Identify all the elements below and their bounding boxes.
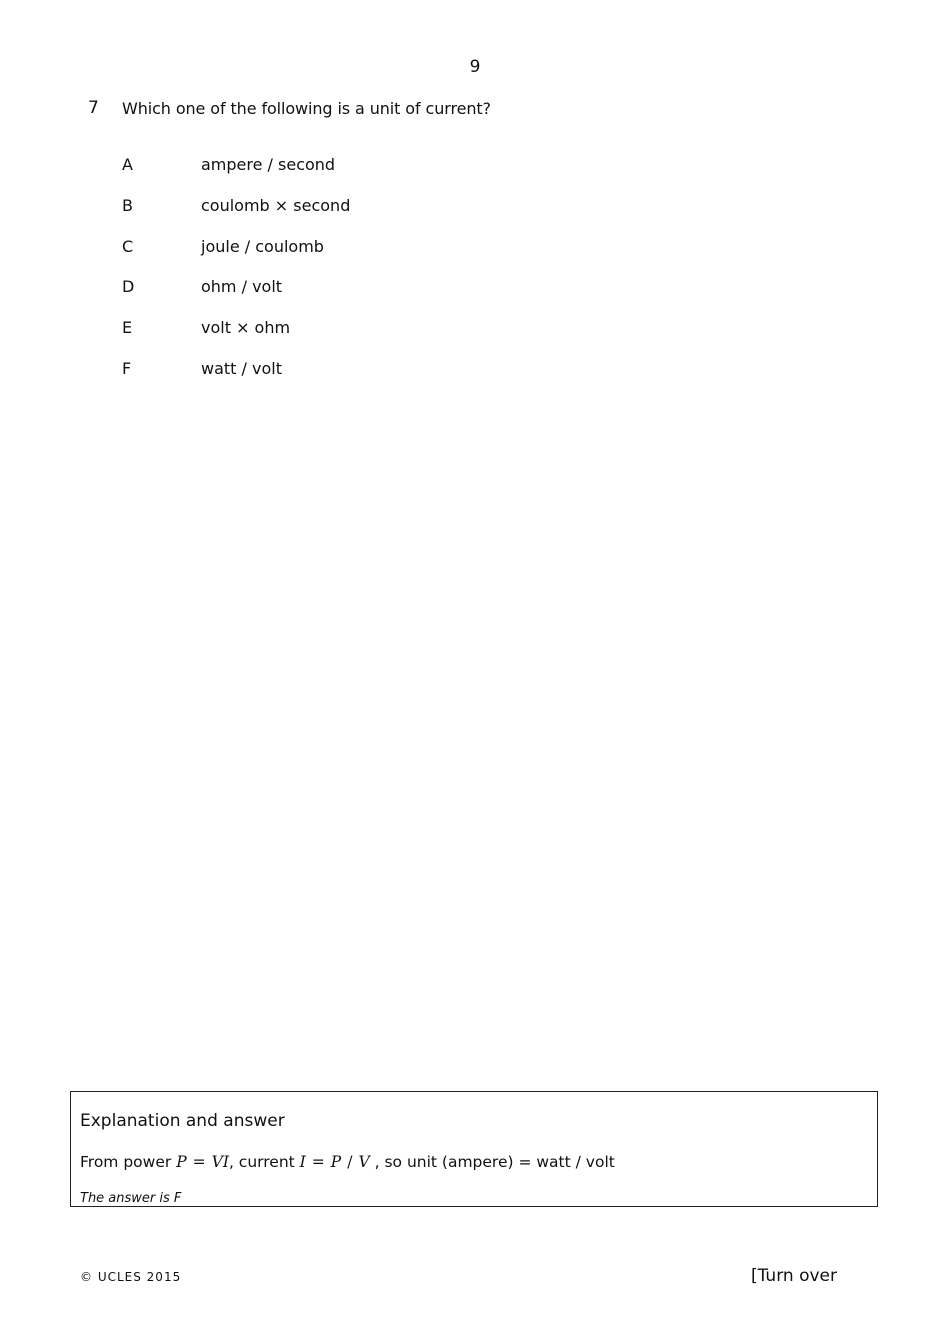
copyright-footer: © UCLES 2015 bbox=[80, 1270, 182, 1284]
option-text: volt × ohm bbox=[201, 318, 291, 338]
voltage-symbol: V bbox=[358, 1153, 370, 1171]
power-symbol: P bbox=[176, 1153, 187, 1171]
option-text: ampere / second bbox=[201, 155, 336, 174]
page-number: 9 bbox=[469, 57, 481, 77]
question-number: 7 bbox=[88, 98, 99, 118]
option-text: joule / coulomb bbox=[201, 236, 324, 256]
answer-text: The answer is F bbox=[80, 1191, 182, 1206]
option-letter: C bbox=[122, 236, 134, 256]
option-text: coulomb × second bbox=[201, 195, 351, 215]
option-letter: B bbox=[122, 195, 133, 215]
option-letter: D bbox=[122, 277, 135, 297]
option-letter: E bbox=[122, 318, 133, 338]
turn-over-footer: [Turn over bbox=[751, 1266, 837, 1286]
explanation-box bbox=[70, 1091, 878, 1207]
explanation-title: Explanation and answer bbox=[80, 1111, 285, 1131]
question-text: Which one of the following is a unit of current? bbox=[122, 99, 491, 118]
option-letter: F bbox=[122, 358, 132, 378]
power-symbol: P bbox=[330, 1153, 342, 1171]
division-slash: / bbox=[347, 1153, 353, 1171]
option-letter: A bbox=[122, 155, 133, 174]
option-text: watt / volt bbox=[201, 358, 282, 378]
power-expression: VI bbox=[211, 1153, 229, 1171]
equals-sign: = bbox=[192, 1153, 206, 1171]
current-label: , current bbox=[228, 1153, 295, 1171]
from-power-text: From power bbox=[80, 1153, 172, 1171]
explanation-formula bbox=[80, 1153, 615, 1171]
option-text: ohm / volt bbox=[201, 277, 283, 297]
unit-text: , so unit (ampere) = watt / volt bbox=[374, 1153, 615, 1171]
equals-sign: = bbox=[311, 1153, 325, 1171]
current-symbol: I bbox=[299, 1153, 306, 1171]
